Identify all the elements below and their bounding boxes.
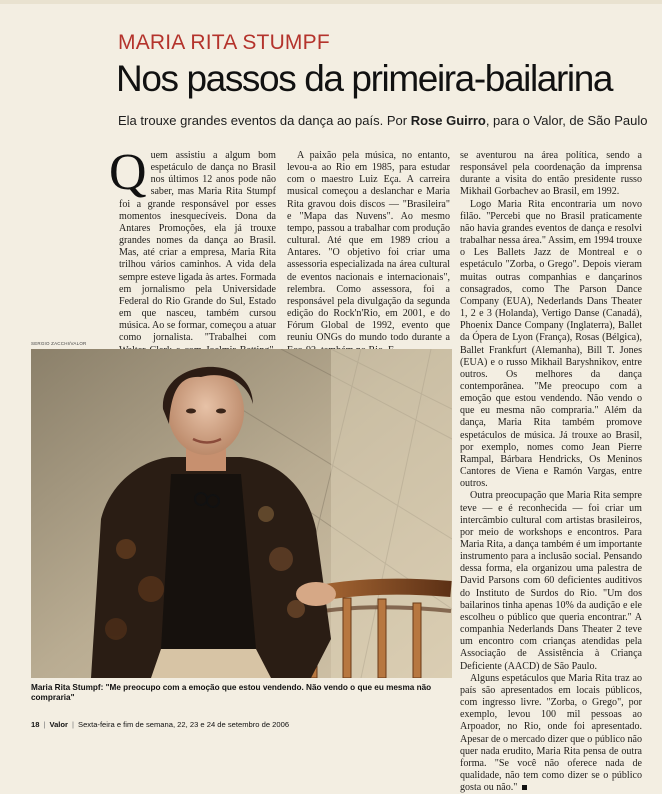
- deck-source: , para o Valor, de São Paulo: [485, 113, 648, 128]
- photo-credit: SERGIO ZACCHI/VALOR: [31, 341, 87, 346]
- caption-quote: "Me preocupo com a emoção que estou vendendo. Não vendo o que eu mesma não compraria": [31, 683, 432, 702]
- issue-date: Sexta-feira e fim de semana, 22, 23 e 24 de setembro de 2006: [78, 720, 290, 729]
- photo-caption: [31, 683, 456, 703]
- deck-author: Rose Guirro: [410, 113, 486, 128]
- portrait-photo: [31, 349, 452, 678]
- paragraph-text: Alguns espetáculos que Maria Rita traz ao país são apresentados em locais públicos, com ingresso livre. "Zorba, o Grego", por exemplo, levou 100 mil pessoas ao Arpoador, no Rio, onde foi apresentado. Apesar de o mercado dizer que o público não quer nada erudito, Maria Rita pensa de outra forma. "Se você não oferece nada de qualidade, não tem como dizer se o público gosta ou não.": [460, 672, 642, 794]
- body-column-3: [460, 150, 642, 794]
- paragraph: Logo Maria Rita encontraria um novo filão. "Percebi que no Brasil praticamente não havia grandes eventos de dança e resolvi trabalhar nessa área." Assim, em 1994 trouxe o Les Ballets Jazz de Montreal e o espetáculo "Zorba, o Grego". Depois vieram muitas outras companhias e dançarinos consagrados, como The Parson Dance Company (EUA), Nederlands Dans Theater 1, 2 e 3 (Holanda), Vertigo Danse (Canadá), Phoenix Dance Company (Inglaterra), Ballet da Ópera de Lyon (França), Rosas (Bélgica), Ballet Frankfurt (Alemanha), Bill T. Jones (EUA) e o russo Mikhail Baryshnikov, entre outros. Os melhores da dança contemporânea. "Me preocupo com a emoção que estou vendendo. Não vendo o que eu mesma não compraria." Além da dança, Maria Rita também promove espetáculos de música. Já trouxe ao Brasil, por exemplo, nomes como Jean Pierre Rampal, Bárbara Hendricks, Os Meninos Cantores de Viena e Ramón Vargas, entre outros.: [460, 198, 642, 490]
- paragraph: [460, 673, 642, 794]
- section-kicker: MARIA RITA STUMPF: [118, 31, 330, 54]
- end-mark-icon: [522, 785, 527, 790]
- paragraph: se aventurou na área política, sendo a responsável pela coordenação da imprensa durante a visita do então presidente russo Mikhail Gorbachev ao Brasil, em 1992.: [460, 150, 642, 198]
- page-footer: [31, 720, 289, 729]
- paragraph: A paixão pela música, no entanto, levou-a ao Rio em 1985, para estudar com o maestro Luiz Eça. A carreira musical começou a deslanchar e Maria Rita gravou dois discos — "Brasileira" e "Mapa das Nuvens". Ao mesmo tempo, passou a trabalhar com produção cultural. Até que em 1989 criou a Antares. "O objetivo foi criar uma assessoria especializada na área cultural de eventos nacionais e internacionais", relembra. Como assessora, foi a responsável pela divulgação da segunda edição do Rock'n'Rio, em 2001, e do Fórum Global de 1992, evento que reuniu ONGs do mundo todo durante a: [287, 150, 450, 344]
- body-column-2: [287, 150, 450, 357]
- footer-separator: |: [72, 720, 74, 729]
- headline: Nos passos da primeira-bailarina: [116, 58, 613, 99]
- deck: [118, 113, 658, 128]
- page-top-edge: [0, 0, 662, 4]
- caption-name: Maria Rita Stumpf:: [31, 683, 104, 692]
- deck-text: Ela trouxe grandes eventos da dança ao país. Por: [118, 113, 411, 128]
- body-column-1: [109, 144, 276, 369]
- paragraph: uem assistiu a algum bom espetáculo de dança no Brasil nos últimos 12 anos pode não saber, mas Maria Rita Stumpf foi a grande responsável por esses momentos inesquecíveis. Dona da Antares Promoções, ela já trouxe grandes nomes da dança ao Brasil. Mas, até criar a empresa, Maria Rita trilhou vários caminhos. A vida dela sempre esteve ligada às artes. Formada em jornalismo pela Universidade Federal do Rio Grande do Sul, Estado em que nasceu, também cursou música. Ao se formar, começou a atuar como jornalista. "Trabalhei com: [119, 150, 276, 344]
- dropcap: Q: [109, 144, 147, 201]
- publication-name: Valor: [49, 720, 69, 729]
- paragraph: Outra preocupação que Maria Rita sempre teve — e é reconhecida — foi criar um intercâmbio cultural com artistas brasileiros, por meio de workshops e encontros. Para Maria Rita, a dança também é um importante instrumento para a inclusão social. Pensando dessa forma, ela organizou uma palestra de David Parsons com 60 deficientes auditivos do Instituto de Surdos do Rio. "Um dos bailarinos tinha apenas 10% da audição e ele escolheu o público que queria encontrar." A companhia Nederlands Dans Theater 2 teve um encontro com crianças atendidas pela Associação de Assistência à Criança Deficiente (AACD) de São Paulo.: [460, 490, 642, 672]
- page-number: 18: [31, 720, 40, 729]
- portrait-illustration: [31, 349, 452, 678]
- footer-separator: |: [43, 720, 46, 729]
